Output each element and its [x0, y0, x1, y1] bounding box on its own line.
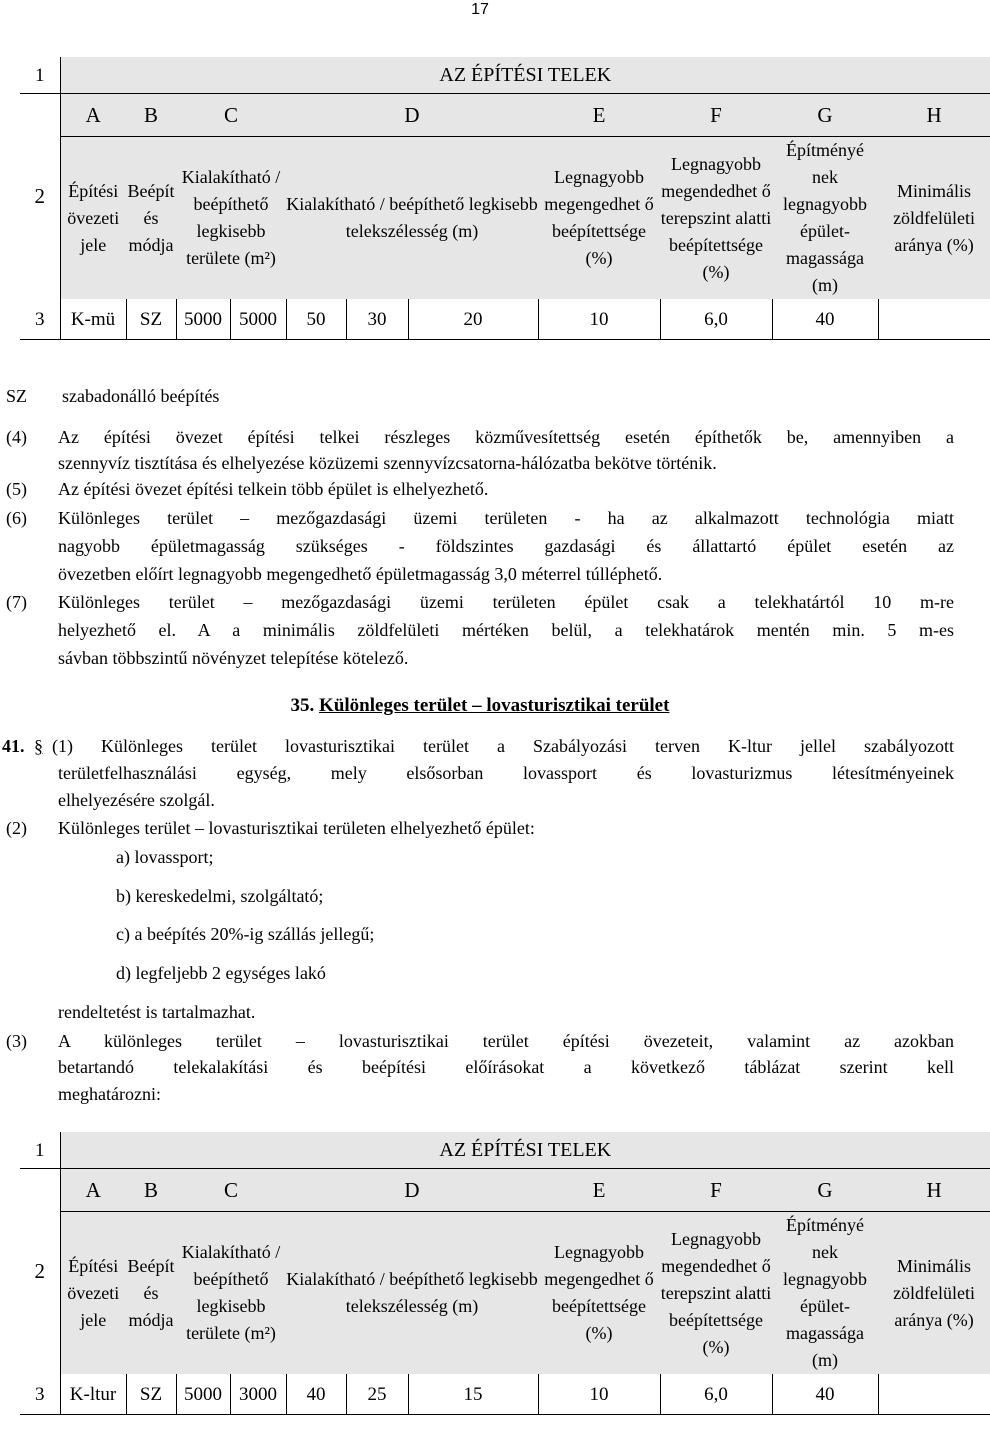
para-7-line-2: helyezhető el. A a minimális zöldfelületi mértéken belül, a telekhatárok mentén min. 5 m-es	[58, 620, 954, 640]
row-number: 1	[20, 1132, 60, 1169]
header-max-underground: Legnagyobb megendedhet ő terepszint alatti beépítettsége (%)	[660, 137, 772, 300]
header-min-area: Kialakítható / beépíthető legkisebb területe (m²)	[176, 1212, 286, 1375]
section-heading-number: 35.	[290, 695, 315, 716]
cell-underground: 10	[538, 1374, 660, 1415]
list-item-c: c) a beépítés 20%-ig szállás jellegű;	[116, 924, 375, 944]
para-3-line-2: betartandó telekalakítási és beépítési előírásokat a következő táblázat szerint kell	[58, 1057, 954, 1077]
column-letter-g: G	[772, 1169, 878, 1212]
legend-text: szabadonálló beépítés	[62, 386, 220, 406]
para-41-number: 41.	[2, 736, 25, 756]
header-min-green: Minimális zöldfelületi aránya (%)	[878, 137, 990, 300]
column-letter-f: F	[660, 94, 772, 137]
para-6-label: (6)	[6, 508, 27, 528]
section-heading-35	[0, 694, 960, 718]
section-heading-title: Különleges terület – lovasturisztikai terület	[319, 695, 670, 716]
cell-height: 6,0	[660, 1374, 772, 1415]
cell-zone-code: K-mü	[60, 299, 126, 340]
cell-green: 40	[772, 1374, 878, 1415]
cell-coverage: 20	[408, 299, 538, 340]
para-6-line-3: övezetben előírt legnagyobb megengedhető épületmagasság 3,0 méterrel túlléphető.	[58, 564, 663, 584]
para-4-line-2: szennyvíz tisztítása és elhelyezése közüzemi szennyvízcsatorna-hálózatba bekötve történik.	[58, 453, 717, 473]
column-letter-c: C	[176, 94, 286, 137]
cell-green: 40	[772, 299, 878, 340]
column-letter-d: D	[286, 94, 538, 137]
cell-building-mode: SZ	[126, 299, 176, 340]
header-min-area: Kialakítható / beépíthető legkisebb területe (m²)	[176, 137, 286, 300]
row-number: 2	[20, 94, 60, 300]
para-7-line-1: Különleges terület – mezőgazdasági üzemi területen épület csak a telekhatártól 10 m-re	[58, 592, 954, 612]
list-item-b: b) kereskedelmi, szolgáltató;	[116, 886, 324, 906]
para-5-label: (5)	[6, 479, 27, 499]
column-letter-g: G	[772, 94, 878, 137]
list-item-a: a) lovassport;	[116, 847, 214, 867]
para-6-line-1: Különleges terület – mezőgazdasági üzemi területen - ha az alkalmazott technológia miatt	[58, 508, 954, 528]
column-letter-a: A	[60, 94, 126, 137]
column-letter-b: B	[126, 94, 176, 137]
row-number: 1	[20, 57, 60, 94]
cell-min-area-2: 5000	[230, 299, 286, 340]
header-max-coverage: Legnagyobb megengedhet ő beépítettsége (%)	[538, 137, 660, 300]
row-number: 3	[20, 299, 60, 340]
para-3-line-3: meghatározni:	[58, 1084, 161, 1104]
cell-min-area-2: 3000	[230, 1374, 286, 1415]
zoning-table-k-ltur	[20, 1132, 990, 1415]
cell-zone-code: K-ltur	[60, 1374, 126, 1415]
para-2-tail: rendeltetést is tartalmazhat.	[58, 1002, 256, 1022]
header-min-width: Kialakítható / beépíthető legkisebb telekszélesség (m)	[286, 137, 538, 300]
para-4-label: (4)	[6, 427, 27, 447]
para-3-line-1: A különleges terület – lovasturisztikai terület építési övezeteit, valamint az azokban	[58, 1031, 954, 1051]
column-letter-c: C	[176, 1169, 286, 1212]
para-7-label: (7)	[6, 592, 27, 612]
cell-min-area-1: 5000	[176, 299, 230, 340]
para-41-section-sign: §	[34, 736, 43, 756]
cell-height: 6,0	[660, 299, 772, 340]
header-zone-code: Építési övezeti jele	[60, 1212, 126, 1375]
header-max-height: Építményé nek legnagyobb épület-magassága (m)	[772, 1212, 878, 1375]
column-letter-h: H	[878, 1169, 990, 1212]
header-min-green: Minimális zöldfelületi aránya (%)	[878, 1212, 990, 1375]
header-building-mode: Beépít és módja	[126, 137, 176, 300]
zoning-table-k-mu	[20, 57, 990, 340]
header-zone-code: Építési övezeti jele	[60, 137, 126, 300]
column-letter-a: A	[60, 1169, 126, 1212]
cell-width-2: 30	[346, 299, 408, 340]
legend-abbr: SZ	[6, 386, 28, 406]
row-number: 3	[20, 1374, 60, 1415]
para-41-line-2: területfelhasználási egység, mely elsősorban lovassport és lovasturizmus létesítményeinek	[58, 763, 954, 783]
page-number: 17	[471, 1, 489, 18]
table-title: AZ ÉPÍTÉSI TELEK	[60, 57, 990, 94]
header-min-width: Kialakítható / beépíthető legkisebb telekszélesség (m)	[286, 1212, 538, 1375]
para-7-line-3: sávban többszintű növényzet telepítése kötelező.	[58, 648, 409, 668]
cell-min-area-1: 5000	[176, 1374, 230, 1415]
cell-building-mode: SZ	[126, 1374, 176, 1415]
para-4-line-1: Az építési övezet építési telkei részleges közművesítettség esetén építhetők be, amennyiben a	[58, 427, 954, 447]
column-letter-e: E	[538, 1169, 660, 1212]
header-max-underground: Legnagyobb megendedhet ő terepszint alatti beépítettsége (%)	[660, 1212, 772, 1375]
header-building-mode: Beépít és módja	[126, 1212, 176, 1375]
list-item-d: d) legfeljebb 2 egységes lakó	[116, 963, 326, 983]
para-41-line-3: elhelyezésére szolgál.	[58, 790, 215, 810]
cell-width-1: 50	[286, 299, 346, 340]
table-title: AZ ÉPÍTÉSI TELEK	[60, 1132, 990, 1169]
row-number: 2	[20, 1169, 60, 1375]
cell-empty	[878, 1374, 990, 1415]
column-letter-b: B	[126, 1169, 176, 1212]
para-41-line-1: (1) Különleges terület lovasturisztikai terület a Szabályozási terven K-ltur jellel szabályozott	[52, 736, 954, 756]
column-letter-e: E	[538, 94, 660, 137]
header-max-height: Építményé nek legnagyobb épület-magassága (m)	[772, 137, 878, 300]
para-3-label: (3)	[6, 1031, 27, 1051]
cell-coverage: 15	[408, 1374, 538, 1415]
column-letter-f: F	[660, 1169, 772, 1212]
para-2-line-1: Különleges terület – lovasturisztikai területen elhelyezhető épület:	[58, 818, 535, 838]
column-letter-h: H	[878, 94, 990, 137]
cell-width-2: 25	[346, 1374, 408, 1415]
para-5-line-1: Az építési övezet építési telkein több épület is elhelyezhető.	[58, 479, 489, 499]
header-max-coverage: Legnagyobb megengedhet ő beépítettsége (%)	[538, 1212, 660, 1375]
para-6-line-2: nagyobb épületmagasság szükséges - földszintes gazdasági és állattartó épület esetén az	[58, 536, 954, 556]
cell-empty	[878, 299, 990, 340]
column-letter-d: D	[286, 1169, 538, 1212]
para-2-label: (2)	[6, 818, 27, 838]
cell-width-1: 40	[286, 1374, 346, 1415]
cell-underground: 10	[538, 299, 660, 340]
